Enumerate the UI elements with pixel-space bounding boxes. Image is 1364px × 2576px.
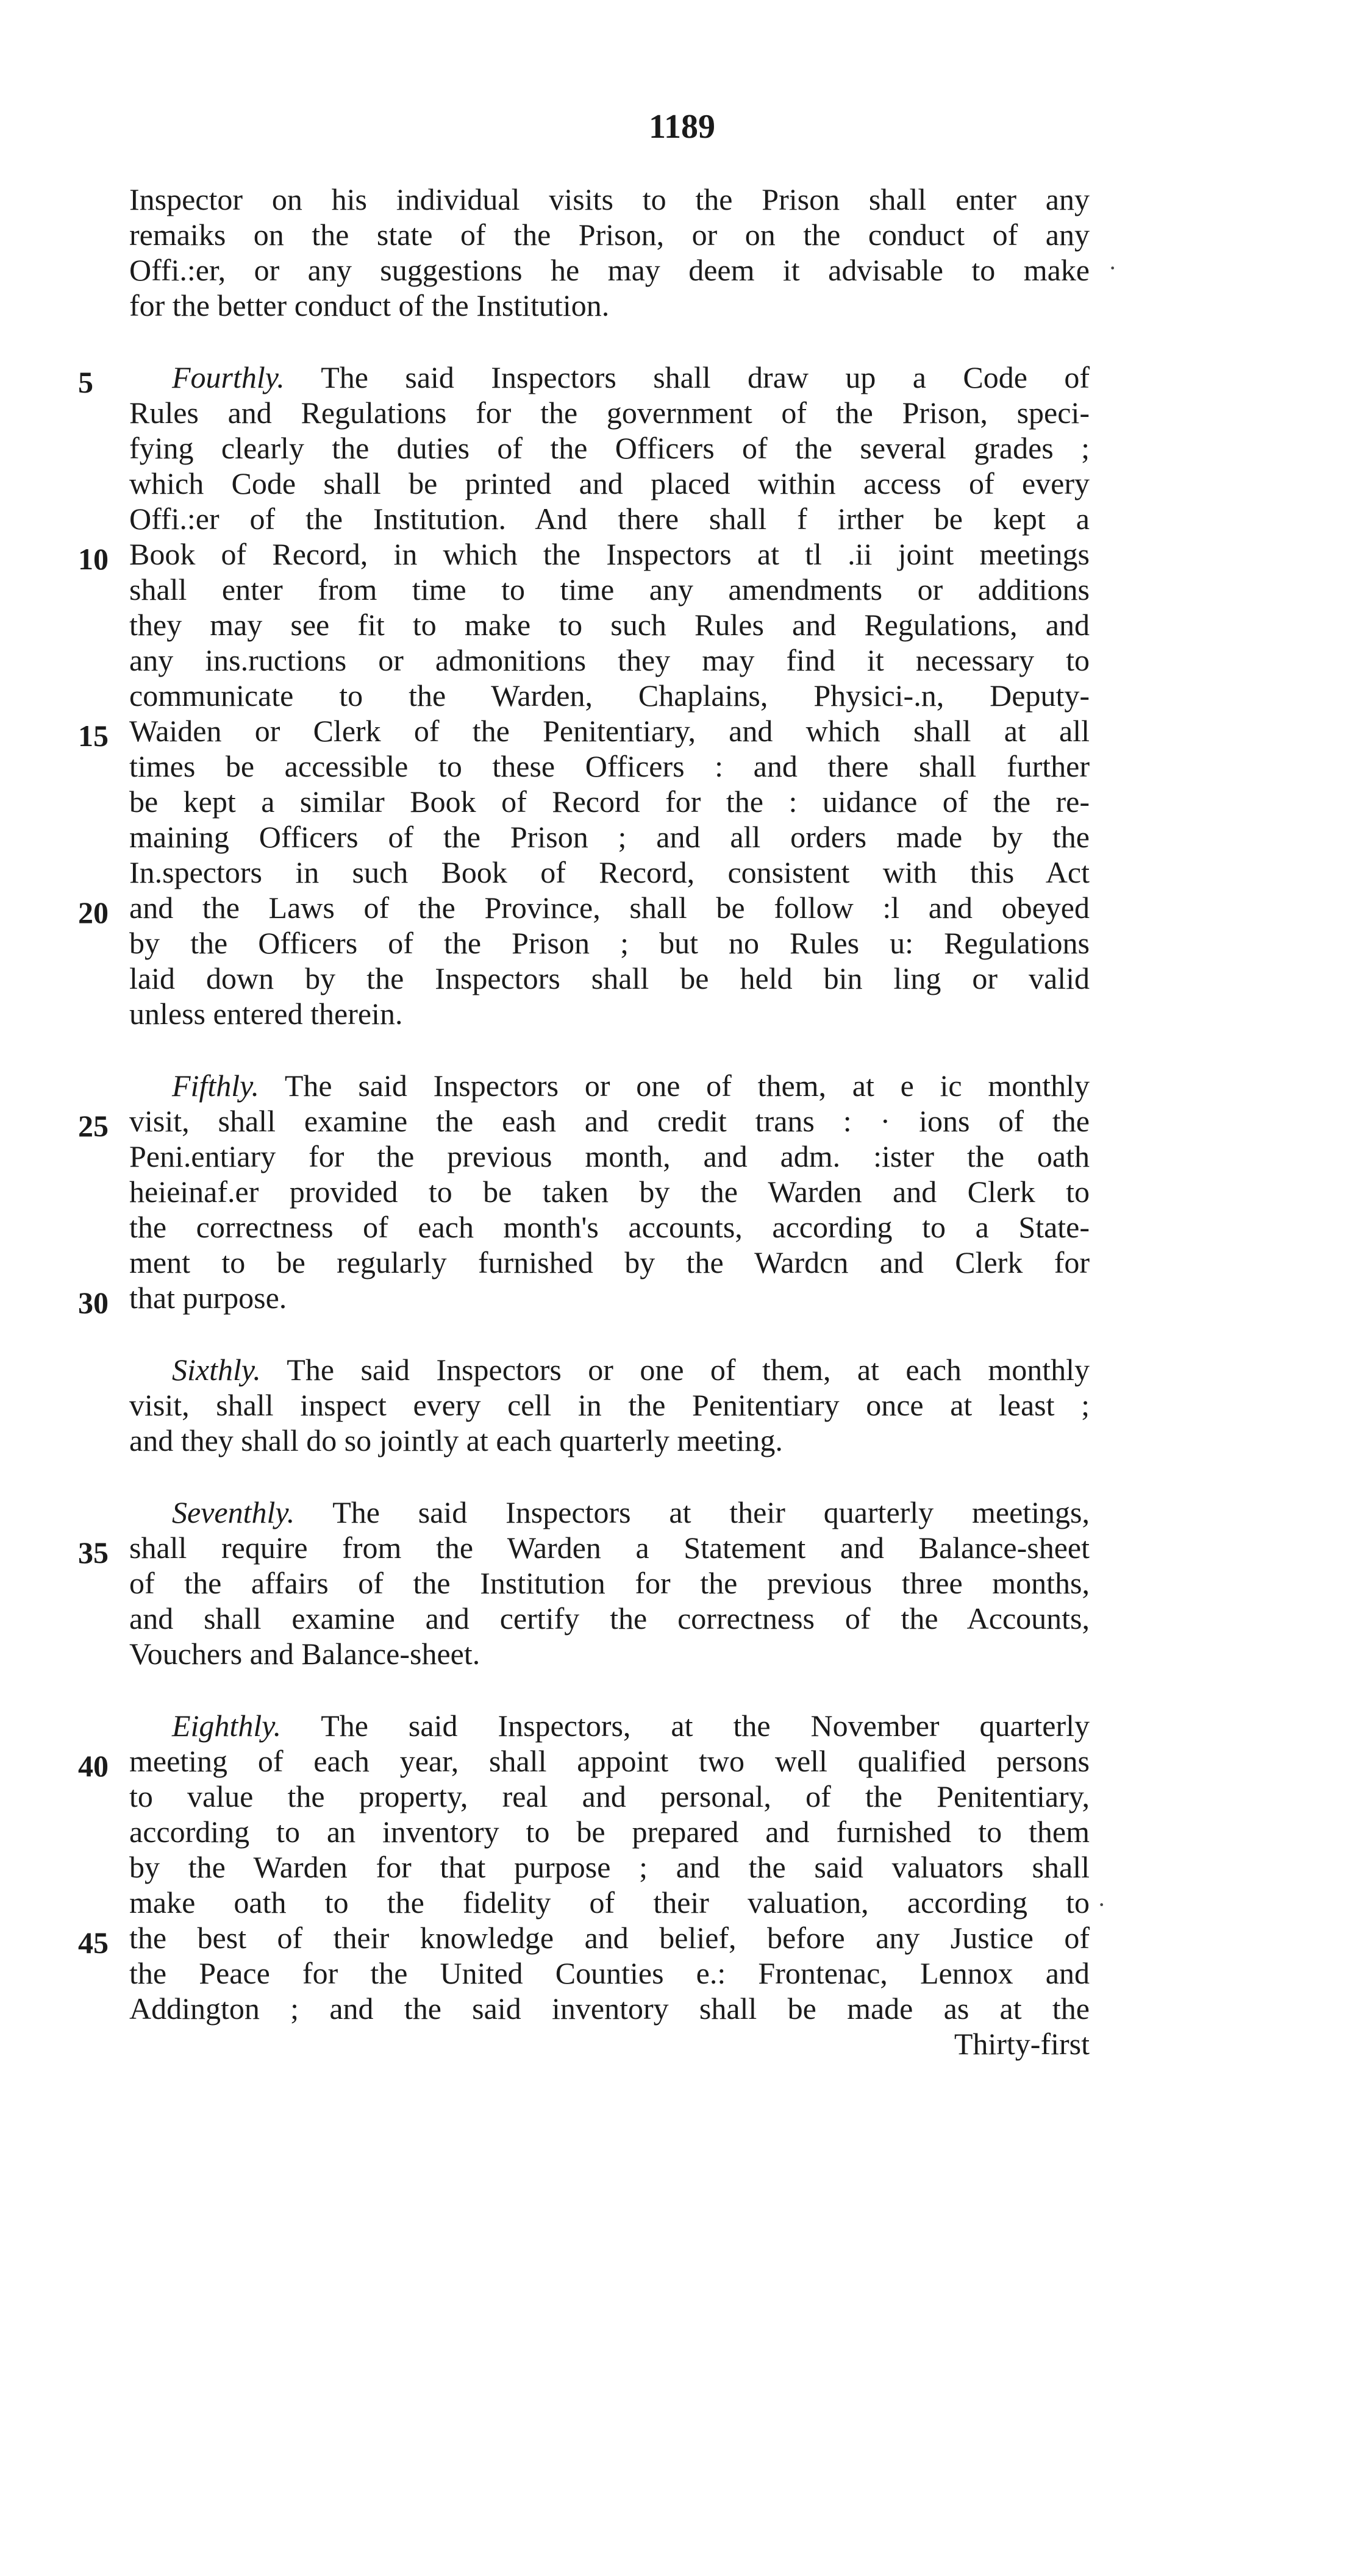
line-number: 25 [78,1109,109,1143]
text-line: Vouchers and Balance-sheet. [129,1637,480,1671]
text-line: Rules and Regulations for the government of the Prison, speci- [129,396,1090,430]
catchword: Thirty-first [954,2027,1090,2061]
text-line: and shall examine and certify the correctness of the Accounts, [129,1601,1090,1635]
text-line: Peni.entiary for the previous month, and adm. :ister the oath [129,1139,1090,1173]
text-line: laid down by the Inspectors shall be held bin ling or valid [129,961,1090,995]
text-line: ment to be regularly furnished by the Wardcn and Clerk for [129,1245,1090,1279]
text-line: to value the property, real and personal, of the Penitentiary, [129,1779,1090,1813]
text-line: heieinaf.er provided to be taken by the Warden and Clerk to [129,1175,1090,1209]
text-line: unless entered therein. [129,997,403,1031]
text-line: fying clearly the duties of the Officers of the several grades ; [129,431,1090,465]
text-line: Waiden or Clerk of the Penitentiary, and which shall at all [129,714,1090,748]
text-line: meeting of each year, shall appoint two well qualified persons [129,1744,1090,1778]
text-line: Eighthly. The said Inspectors, at the November quarterly [172,1709,1090,1743]
text-line: shall require from the Warden a Statement and Balance-sheet [129,1531,1090,1565]
text-line: visit, shall inspect every cell in the Penitentiary once at least ; [129,1388,1090,1422]
text-line: Fifthly. The said Inspectors or one of them, at e ic monthly [172,1069,1090,1103]
text-line: of the affairs of the Institution for the previous three months, [129,1566,1090,1600]
text-line: by the Warden for that purpose ; and the said valuators shall [129,1850,1090,1884]
text-line: Fourthly. The said Inspectors shall draw up a Code of [172,360,1090,394]
text-line: and they shall do so jointly at each quarterly meeting. [129,1423,783,1457]
text-line: Addington ; and the said inventory shall be made as at the [129,1991,1090,2026]
margin-mark: · [1098,1891,1106,1918]
line-number: 5 [78,365,93,399]
text-line: shall enter from time to time any amendments or additions [129,572,1090,607]
text-line: Seventhly. The said Inspectors at their quarterly meetings, [172,1495,1090,1529]
paragraph-lead: Fifthly. [172,1069,260,1103]
text-line: which Code shall be printed and placed within access of every [129,466,1090,500]
text-line: by the Officers of the Prison ; but no Rules u: Regulations [129,926,1090,960]
text-line: the correctness of each month's accounts, according to a State- [129,1210,1090,1244]
line-number: 40 [78,1749,109,1783]
text-line: Sixthly. The said Inspectors or one of them, at each monthly [172,1353,1090,1387]
line-number: 20 [78,895,109,930]
paragraph-lead: Fourthly. [172,360,285,394]
text-line: visit, shall examine the eash and credit trans : · ions of the [129,1104,1090,1138]
text-line: In.spectors in such Book of Record, consistent with this Act [129,855,1090,889]
text-line: the Peace for the United Counties e.: Frontenac, Lennox and [129,1956,1090,1990]
text-line: any ins.ructions or admonitions they may find it necessary to [129,643,1090,677]
text-line: Inspector on his individual visits to the Prison shall enter any [129,182,1090,216]
paragraph-lead: Seventhly. [172,1495,295,1529]
text-line: they may see fit to make to such Rules and Regulations, and [129,608,1090,642]
text-line: Offi.:er, or any suggestions he may deem it advisable to make [129,253,1090,287]
page-number: 1189 [649,108,715,146]
paragraph-lead: Sixthly. [172,1353,261,1387]
text-line: remaiks on the state of the Prison, or on the conduct of any [129,218,1090,252]
line-number: 10 [78,542,109,576]
text-line: make oath to the fidelity of their valuation, according to [129,1885,1090,1920]
text-line: be kept a similar Book of Record for the : uidance of the re- [129,785,1090,819]
text-line: times be accessible to these Officers : and there shall further [129,749,1090,783]
line-number: 35 [78,1535,109,1570]
text-line: according to an inventory to be prepared and furnished to them [129,1815,1090,1849]
margin-mark: · [1109,254,1117,282]
text-line: Offi.:er of the Institution. And there shall f irther be kept a [129,502,1090,536]
text-line: that purpose. [129,1281,287,1315]
text-line: for the better conduct of the Institution. [129,288,610,322]
paragraph-lead: Eighthly. [172,1709,282,1743]
text-line: the best of their knowledge and belief, before any Justice of [129,1921,1090,1955]
text-line: communicate to the Warden, Chaplains, Physici-.n, Deputy- [129,678,1090,713]
text-line: and the Laws of the Province, shall be follow :l and obeyed [129,891,1090,925]
line-number: 30 [78,1286,109,1320]
text-line: Book of Record, in which the Inspectors at tl .ii joint meetings [129,537,1090,571]
line-number: 45 [78,1926,109,1960]
line-number: 15 [78,719,109,753]
text-line: maining Officers of the Prison ; and all orders made by the [129,820,1090,854]
